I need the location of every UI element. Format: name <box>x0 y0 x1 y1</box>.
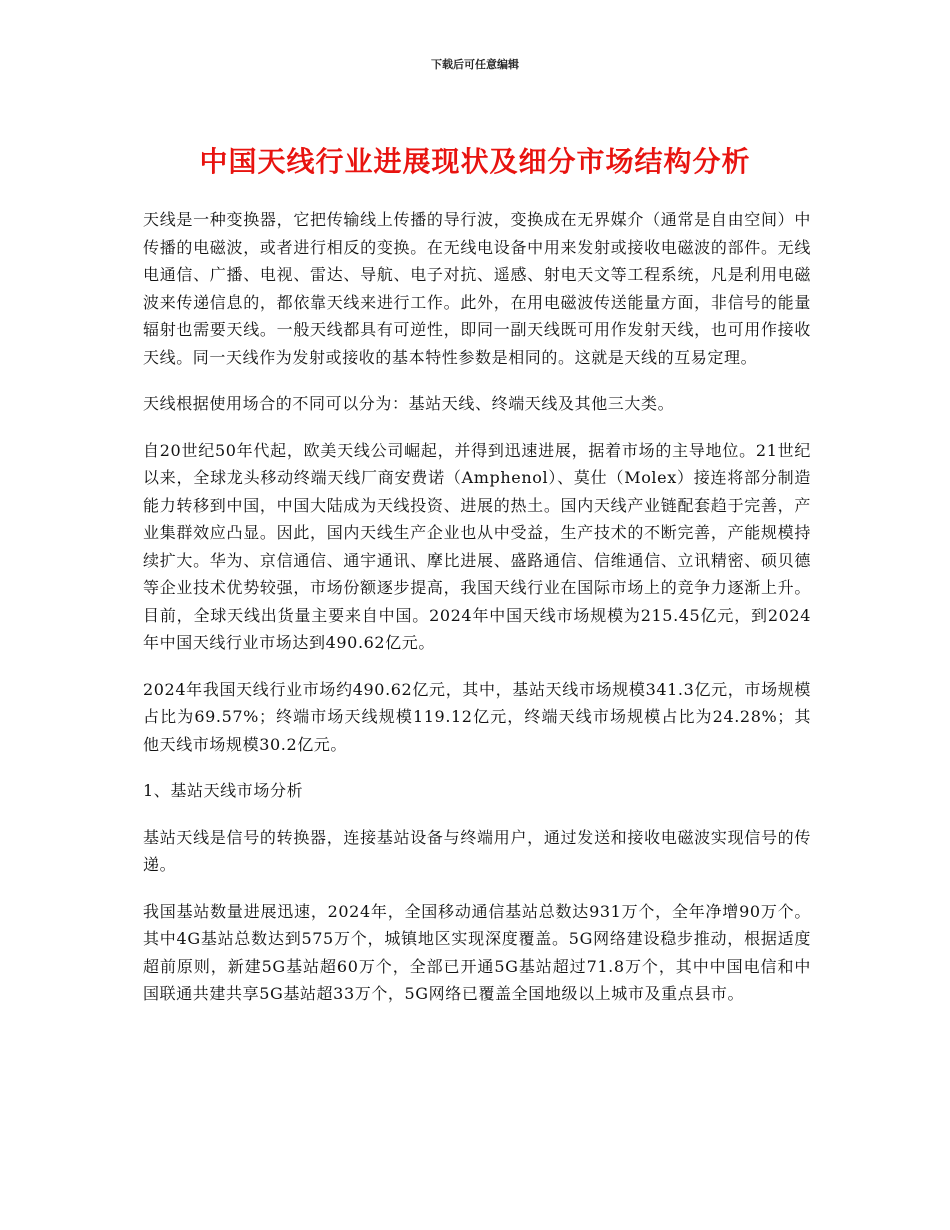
paragraph-antenna-categories: 天线根据使用场合的不同可以分为：基站天线、终端天线及其他三大类。 <box>143 394 675 413</box>
section-heading-base-station: 1、基站天线市场分析 <box>143 781 304 800</box>
document-title: 中国天线行业进展现状及细分市场结构分析 <box>199 145 751 178</box>
paragraph-base-station-growth: 我国基站数量进展迅速，2024年，全国移动通信基站总数达931万个，全年净增90万个。其中4G基站总数达到575万个，城镇地区实现深度覆盖。5G网络建设稳步推动，根据适度超前原则，新建5G基站超60万个，全部已开通5G基站超过71.8万个，其中中国电信和中国联通共建共享5G基站超33万个，5G网络已覆盖全国地级以上城市及重点县市。 <box>143 901 811 1003</box>
header-note: 下载后可任意编辑 <box>431 58 519 71</box>
paragraph-base-station-definition: 基站天线是信号的转换器，连接基站设备与终端用户，通过发送和接收电磁波实现信号的传递。 <box>143 827 811 874</box>
paragraph-industry-history: 自20世纪50年代起，欧美天线公司崛起，并得到迅速进展，据着市场的主导地位。21世纪以来，全球龙头移动终端天线厂商安费诺（Amphenol）、莫仕（Molex）接连将部分制造能力转移到中国，中国大陆成为天线投资、进展的热土。国内天线产业链配套趋于完善，产业集群效应凸显。因此，国内天线生产企业也从中受益，生产技术的不断完善，产能规模持续扩大。华为、京信通信、通宇通讯、摩比进展、盛路通信、信维通信、立讯精密、硕贝德等企业技术优势较强，市场份额逐步提高，我国天线行业在国际市场上的竞争力逐渐上升。目前，全球天线出货量主要来自中国。2024年中国天线市场规模为215.45亿元，到2024年中国天线行业市场达到490.62亿元。 <box>143 440 811 652</box>
paragraph-market-size: 2024年我国天线行业市场约490.62亿元，其中，基站天线市场规模341.3亿元，市场规模占比为69.57%；终端市场天线规模119.12亿元，终端天线市场规模占比为24.28%；其他天线市场规模30.2亿元。 <box>143 679 811 754</box>
paragraph-antenna-definition: 天线是一种变换器，它把传输线上传播的导行波，变换成在无界媒介（通常是自由空间）中传播的电磁波，或者进行相反的变换。在无线电设备中用来发射或接收电磁波的部件。无线电通信、广播、电视、雷达、导航、电子对抗、遥感、射电天文等工程系统，凡是利用电磁波来传递信息的，都依靠天线来进行工作。此外，在用电磁波传送能量方面，非信号的能量辐射也需要天线。一般天线都具有可逆性，即同一副天线既可用作发射天线，也可用作接收天线。同一天线作为发射或接收的基本特性参数是相同的。这就是天线的互易定理。 <box>143 210 811 367</box>
document-body <box>143 206 811 1027</box>
